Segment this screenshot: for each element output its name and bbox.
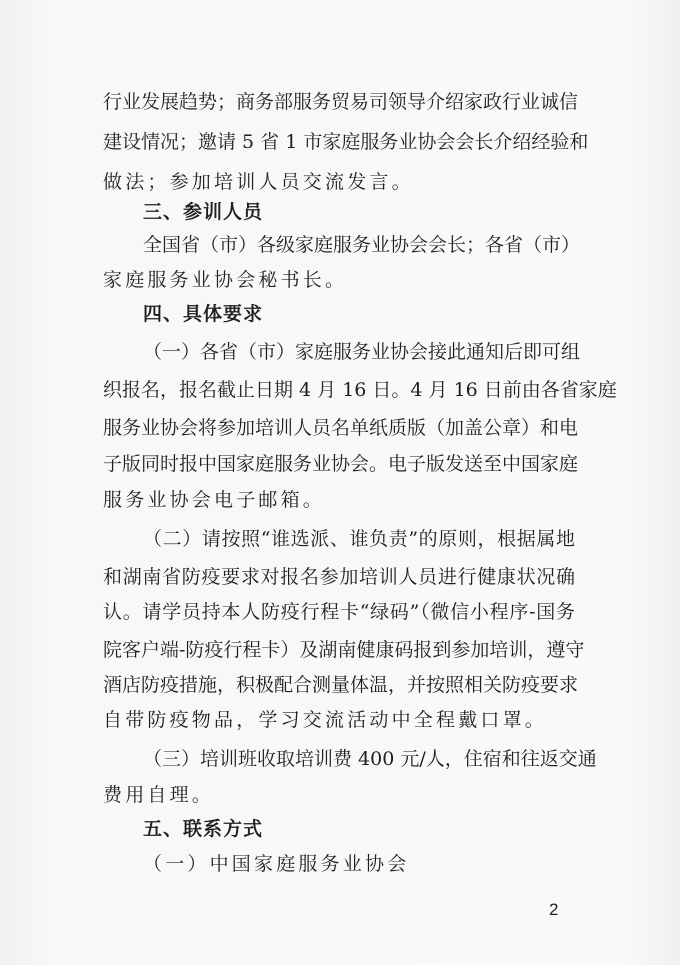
- body-line: （一）各省（市）家庭服务业协会接此通知后即可组: [143, 341, 581, 363]
- page-number: 2: [549, 900, 559, 919]
- body-line: 织报名，报名截止日期 4 月 16 日。4 月 16 日前由各省家庭: [103, 379, 617, 401]
- body-line: 费用自理。: [103, 784, 215, 806]
- body-line: 院客户端-防疫行程卡）及湖南健康码报到参加培训，遵守: [103, 639, 585, 661]
- body-line: 做法；参加培训人员交流发言。: [103, 171, 414, 193]
- body-line: 认。请学员持本人防疫行程卡“绿码”（微信小程序-国务: [103, 601, 575, 623]
- body-line: 服务业协会将参加培训人员名单纸质版（加盖公章）和电: [103, 417, 579, 439]
- body-line: 和湖南省防疫要求对报名参加培训人员进行健康状况确: [103, 566, 575, 588]
- body-line: 服务业协会电子邮箱。: [103, 489, 326, 511]
- body-line: 自带防疫物品，学习交流活动中全程戴口罩。: [103, 709, 548, 731]
- body-line: 家庭服务业协会秘书长。: [103, 269, 348, 291]
- body-line: （三）培训班收取培训费 400 元/人，住宿和往返交通: [143, 748, 597, 770]
- body-line: 子版同时报中国家庭服务业协会。电子版发送至中国家庭: [103, 453, 579, 475]
- section-heading-requirements: 四、具体要求: [143, 303, 264, 325]
- body-line: 行业发展趋势；商务部服务贸易司领导介绍家政行业诚信: [103, 91, 579, 113]
- body-line: 酒店防疫措施，积极配合测量体温，并按照相关防疫要求: [103, 674, 579, 696]
- body-line: 建设情况；邀请 5 省 1 市家庭服务业协会会长介绍经验和: [103, 131, 589, 153]
- section-heading-contact: 五、联系方式: [143, 818, 264, 840]
- section-heading-participants: 三、参训人员: [143, 201, 264, 223]
- body-line: 全国省（市）各级家庭服务业协会会长；各省（市）: [143, 234, 581, 256]
- body-line: （二）请按照“谁选派、谁负责”的原则，根据属地: [143, 528, 575, 550]
- body-line: （一）中国家庭服务业协会: [143, 853, 410, 875]
